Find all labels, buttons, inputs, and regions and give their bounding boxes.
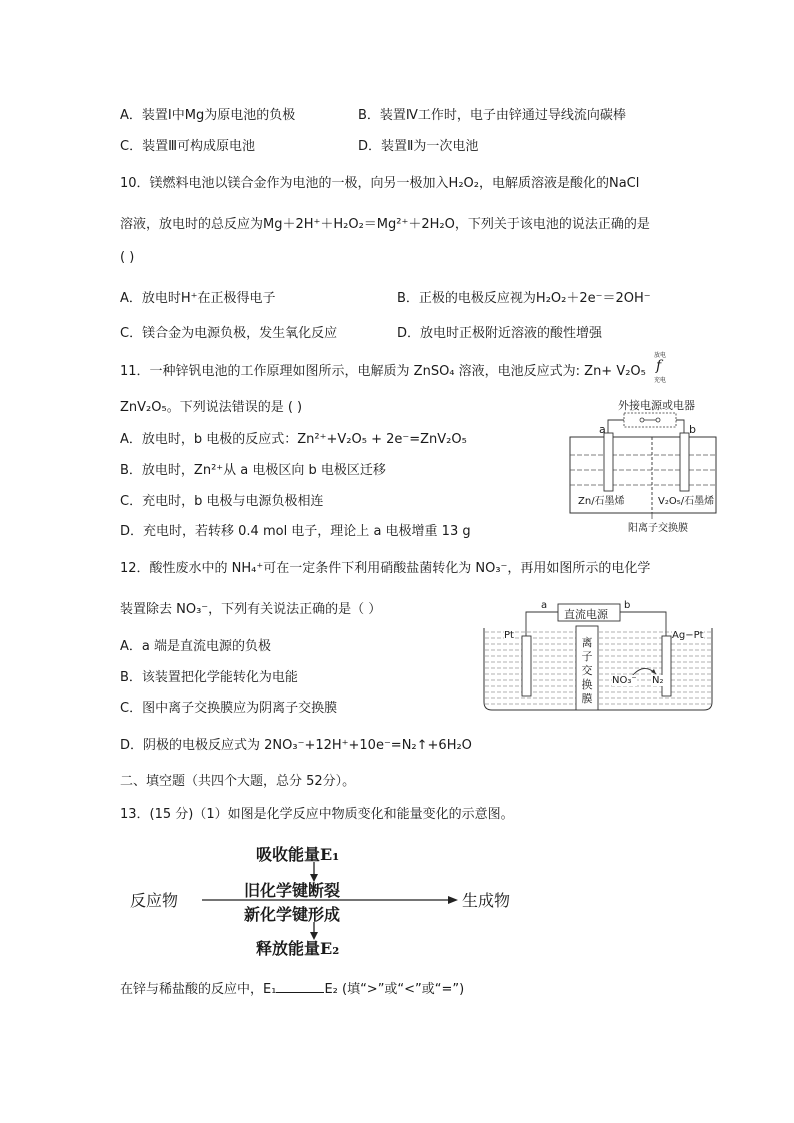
q9-option-b: B．装置Ⅳ工作时，电子由锌通过导线流向碳棒 bbox=[358, 108, 626, 123]
q10-option-b: B．正极的电极反应视为H₂O₂＋2e⁻＝2OH⁻ bbox=[397, 291, 651, 306]
q11-stem-line1: 11．一种锌钒电池的工作原理如图所示，电解质为 ZnSO₄ 溶液，电池反应式为: Zn+ V₂O₅ bbox=[120, 364, 646, 379]
q12-nitrate-label: NO₃⁻ bbox=[612, 675, 637, 686]
q11-external-device-label: 外接电源或电器 bbox=[618, 399, 695, 412]
q12-membrane-char: 换 bbox=[581, 678, 593, 691]
q11-electrode-b-label: b bbox=[689, 423, 696, 436]
q11-zinc-vanadium-cell-figure bbox=[568, 395, 718, 535]
q11-reversible-arrow bbox=[648, 350, 674, 384]
q13-question-suffix: E₂ (填“>”或“<”或“=”) bbox=[324, 982, 465, 997]
q13-absorb-energy-label: 吸收能量E₁ bbox=[256, 845, 340, 864]
section-2-heading: 二、填空题（共四个大题，总分 52分）。 bbox=[120, 774, 356, 789]
q13-question-line bbox=[120, 978, 464, 997]
q9-option-c: C．装置Ⅲ可构成原电池 bbox=[120, 139, 256, 154]
q11-cation-exchange-membrane-label: 阳离子交换膜 bbox=[628, 523, 688, 534]
q12-terminal-b-label: b bbox=[624, 600, 631, 611]
q12-dc-power-label: 直流电源 bbox=[564, 608, 608, 621]
q12-agpt-electrode-label: Ag−Pt bbox=[672, 630, 704, 641]
q13-reactant-label: 反应物 bbox=[130, 891, 179, 910]
q12-option-d: D．阴极的电极反应式为 2NO₃⁻+12H⁺+10e⁻=N₂↑+6H₂O bbox=[120, 738, 472, 753]
q13-new-bond-form-label: 新化学键形成 bbox=[244, 905, 341, 924]
q12-stem-line1: 12．酸性废水中的 NH₄⁺可在一定条件下利用硝酸盐菌转化为 NO₃⁻，再用如图所示的电化学 bbox=[120, 561, 651, 576]
q10-option-c: C．镁合金为电源负极，发生氧化反应 bbox=[120, 326, 338, 341]
q11-stem-line2: ZnV₂O₅。下列说法错误的是 ( ) bbox=[120, 400, 303, 415]
q10-stem-line2: 溶液，放电时的总反应为Mg＋2H⁺＋H₂O₂＝Mg²⁺＋2H₂O，下列关于该电池的说法正确的是 bbox=[120, 217, 650, 232]
q12-stem-line2: 装置除去 NO₃⁻，下列有关说法正确的是（ ） bbox=[120, 602, 382, 617]
q11-v2o5-graphene-label: V₂O₅/石墨烯 bbox=[658, 492, 714, 507]
q12-membrane-char: 膜 bbox=[581, 692, 593, 705]
q11-option-d: D．充电时，若转移 0.4 mol 电子，理论上 a 电极增重 13 g bbox=[120, 524, 471, 539]
q13-energy-change-figure bbox=[128, 840, 548, 960]
q11-zn-graphene-label: Zn/石墨烯 bbox=[578, 492, 625, 507]
q10-answer-paren: ( ) bbox=[120, 250, 135, 265]
q11-option-c: C．充电时，b 电极与电源负极相连 bbox=[120, 494, 324, 509]
q9-option-a: A．装置Ⅰ中Mg为原电池的负极 bbox=[120, 108, 296, 123]
q13-answer-blank[interactable] bbox=[276, 981, 324, 993]
q11-arrow-glyph: f bbox=[656, 358, 662, 374]
q11-arrow-discharge-label: 放电 bbox=[654, 352, 667, 359]
q12-option-b: B．该装置把化学能转化为电能 bbox=[120, 670, 298, 685]
q12-nitrogen-label: N₂ bbox=[652, 675, 664, 686]
q12-membrane-char: 离 bbox=[581, 636, 593, 649]
q12-option-c: C．图中离子交换膜应为阴离子交换膜 bbox=[120, 701, 338, 716]
q12-membrane-char: 交 bbox=[581, 664, 593, 677]
q9-option-d: D．装置Ⅱ为一次电池 bbox=[358, 139, 479, 154]
q13-product-label: 生成物 bbox=[462, 891, 511, 910]
q13-release-energy-label: 释放能量E₂ bbox=[256, 939, 340, 958]
q13-question-prefix: 在锌与稀盐酸的反应中，E₁ bbox=[120, 982, 277, 997]
q11-option-a: A．放电时，b 电极的反应式：Zn²⁺+V₂O₅ + 2e⁻=ZnV₂O₅ bbox=[120, 432, 467, 447]
q10-option-a: A．放电时H⁺在正极得电子 bbox=[120, 291, 276, 306]
q11-arrow-charge-label: 充电 bbox=[654, 377, 667, 384]
q12-electrolysis-figure bbox=[482, 598, 714, 714]
q10-stem-line1: 10．镁燃料电池以镁合金作为电池的一极，向另一极加入H₂O₂，电解质溶液是酸化的NaCl bbox=[120, 176, 640, 191]
q12-terminal-a-label: a bbox=[541, 600, 548, 611]
q13-stem-line1: 13．(15 分)（1）如图是化学反应中物质变化和能量变化的示意图。 bbox=[120, 807, 514, 822]
q11-electrode-a-label: a bbox=[599, 423, 606, 436]
q10-option-d: D．放电时正极附近溶液的酸性增强 bbox=[397, 326, 603, 341]
q13-old-bond-break-label: 旧化学键断裂 bbox=[244, 881, 341, 900]
q12-option-a: A．a 端是直流电源的负极 bbox=[120, 639, 271, 654]
q12-pt-electrode-label: Pt bbox=[504, 630, 514, 641]
q12-membrane-char: 子 bbox=[581, 650, 593, 663]
q11-option-b: B．放电时，Zn²⁺从 a 电极区向 b 电极区迁移 bbox=[120, 463, 386, 478]
q12-membrane-label bbox=[580, 636, 594, 706]
